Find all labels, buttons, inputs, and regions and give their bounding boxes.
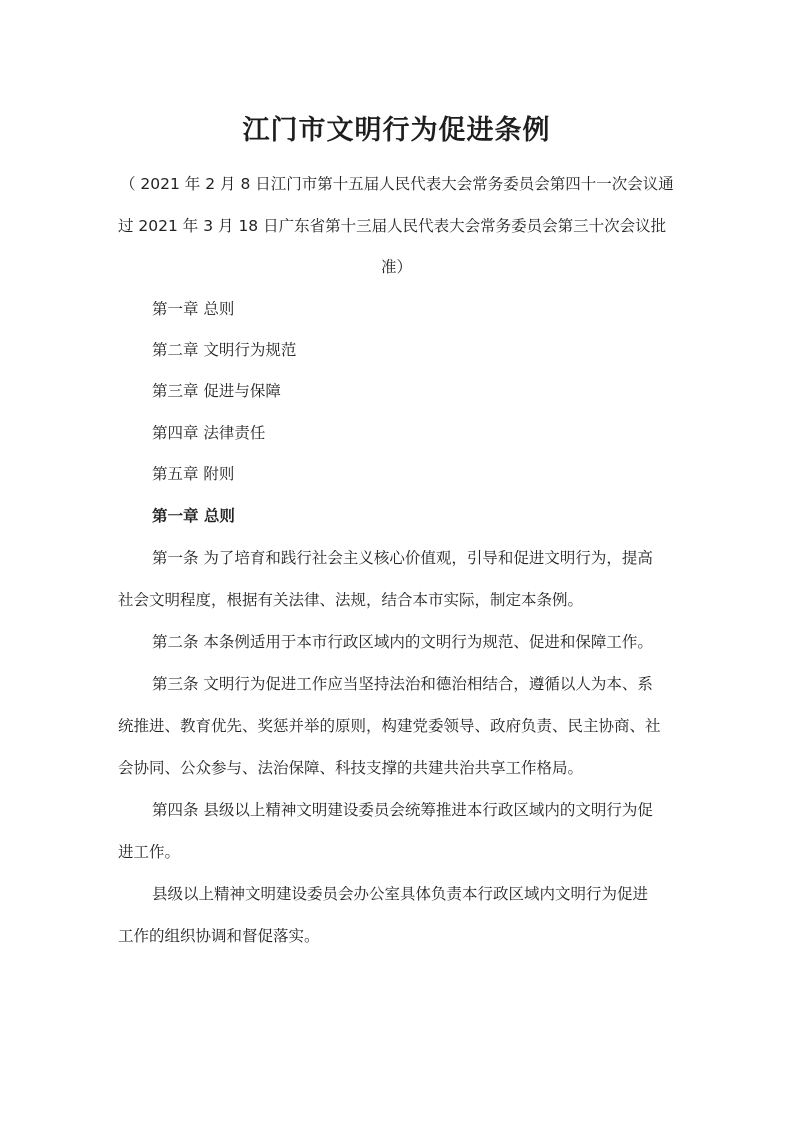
article-4-line-1: 第四条 县级以上精神文明建设委员会统筹推进本行政区域内的文明行为促 [152,801,653,819]
article-3-line-2: 统推进、教育优先、奖惩并举的原则，构建党委领导、政府负责、民主协商、社 [118,717,661,735]
article-4-line-2: 进工作。 [118,843,181,861]
article-4-para-2-line-1: 县级以上精神文明建设委员会办公室具体负责本行政区域内文明行为促进 [152,885,649,903]
article-4-para-2-line-2: 工作的组织协调和督促落实。 [118,927,320,945]
toc-item-chapter-5: 第五章 附则 [152,465,235,483]
article-3-line-3: 会协同、公众参与、法治保障、科技支撑的共建共治共享工作格局。 [118,759,584,777]
subtitle-line-2: 过 2021 年 3 月 18 日广东省第十三届人民代表大会常务委员会第三十次会议批 [118,217,667,235]
toc-item-chapter-3: 第三章 促进与保障 [152,382,281,400]
article-1-line-2: 社会文明程度，根据有关法律、法规，结合本市实际，制定本条例。 [118,591,584,609]
article-2-line-1: 第二条 本条例适用于本市行政区域内的文明行为规范、促进和保障工作。 [152,633,653,651]
article-3-line-1: 第三条 文明行为促进工作应当坚持法治和德治相结合，遵循以人为本、系 [152,675,653,693]
document-title: 江门市文明行为促进条例 [242,115,551,146]
toc-item-chapter-2: 第二章 文明行为规范 [152,341,297,359]
article-1-line-1: 第一条 为了培育和践行社会主义核心价值观，引导和促进文明行为，提高 [152,549,653,567]
subtitle-line-1: （ 2021 年 2 月 8 日江门市第十五届人民代表大会常务委员会第四十一次会议通 [120,175,674,193]
toc-item-chapter-4: 第四章 法律责任 [152,424,266,442]
subtitle-line-3: 准） [380,258,412,276]
toc-item-chapter-1: 第一章 总则 [152,300,235,318]
chapter-1-heading: 第一章 总则 [152,507,235,525]
